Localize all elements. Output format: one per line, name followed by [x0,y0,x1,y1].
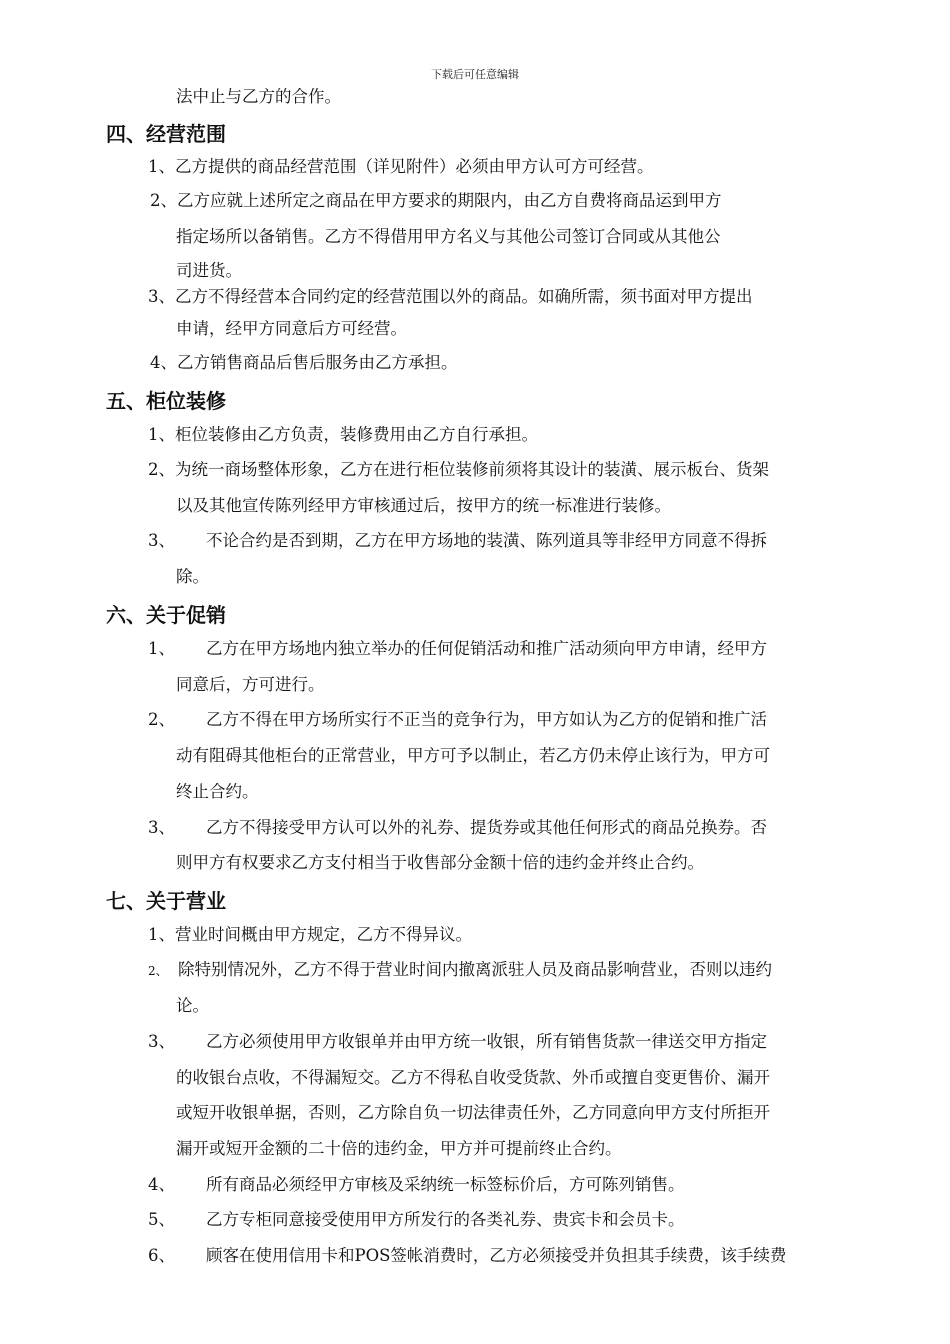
s7-item-2-line-2: 论。 [176,996,209,1015]
s7-item-6-text: 顾客在使用信用卡和POS签帐消费时，乙方必须接受并负担其手续费，该手续费 [206,1246,787,1265]
s7-item-5-text: 乙方专柜同意接受使用甲方所发行的各类礼券、贵宾卡和会员卡。 [206,1210,685,1229]
s7-item-6 [148,1245,786,1267]
s6-item-2-text: 乙方不得在甲方场所实行不正当的竞争行为，甲方如认为乙方的促销和推广活 [206,710,767,729]
s7-item-3-line-4: 漏开或短开金额的二十倍的违约金，甲方并可提前终止合约。 [176,1139,622,1158]
s7-item-2-number: 2、 [148,964,168,978]
s6-item-2-line-1 [148,709,767,731]
s7-item-4 [148,1174,685,1196]
section-5-heading: 五、柜位装修 [106,389,226,413]
s7-item-3-text: 乙方必须使用甲方收银单并由甲方统一收银，所有销售货款一律送交甲方指定 [206,1032,767,1051]
s7-item-4-text: 所有商品必须经甲方审核及采纳统一标签标价后，方可陈列销售。 [206,1175,685,1194]
s5-item-3-number: 3、 [148,531,175,550]
s5-item-3-text: 不论合约是否到期，乙方在甲方场地的装潢、陈列道具等非经甲方同意不得拆 [206,531,767,550]
s4-item-2-line-1: 2、乙方应就上述所定之商品在甲方要求的期限内，由乙方自费将商品运到甲方 [150,191,722,210]
s4-item-1: 1、乙方提供的商品经营范围（详见附件）必须由甲方认可方可经营。 [148,157,654,176]
s6-item-2-number: 2、 [148,710,175,729]
s6-item-1-line-1 [148,638,767,660]
s5-item-1: 1、柜位装修由乙方负责，装修费用由乙方自行承担。 [148,425,538,444]
s4-item-4: 4、乙方销售商品后售后服务由乙方承担。 [150,353,458,372]
s7-item-3-line-1 [148,1031,767,1053]
s7-item-6-number: 6、 [148,1246,175,1265]
s4-item-2-line-3: 司进货。 [176,261,242,280]
s6-item-1-line-2: 同意后，方可进行。 [176,675,325,694]
s7-item-2-line-1 [148,959,772,982]
page-header: 下载后可任意编辑 [431,68,519,81]
s5-item-3-line-2: 除。 [176,567,209,586]
s6-item-3-number: 3、 [148,818,175,837]
section-6-heading: 六、关于促销 [106,603,226,627]
s6-item-3-line-1 [148,817,767,839]
s7-item-5 [148,1209,685,1231]
s4-item-3-line-1: 3、乙方不得经营本合同约定的经营范围以外的商品。如确所需，须书面对甲方提出 [148,287,753,306]
s7-item-2-text: 除特别情况外，乙方不得于营业时间内撤离派驻人员及商品影响营业，否则以违约 [178,960,772,979]
s4-item-3-line-2: 申请，经甲方同意后方可经营。 [176,319,407,338]
s7-item-4-number: 4、 [148,1175,175,1194]
section-7-heading: 七、关于营业 [106,889,226,913]
s7-item-3-number: 3、 [148,1032,175,1051]
s5-item-2-line-1: 2、为统一商场整体形象，乙方在进行柜位装修前须将其设计的装潢、展示板台、货架 [148,460,769,479]
s7-item-5-number: 5、 [148,1210,175,1229]
s4-item-2-line-2: 指定场所以备销售。乙方不得借用甲方名义与其他公司签订合同或从其他公 [176,227,721,246]
intro-line: 法中止与乙方的合作。 [176,87,341,106]
s7-item-3-line-3: 或短开收银单据，否则，乙方除自负一切法律责任外，乙方同意向甲方支付所拒开 [176,1103,770,1122]
s6-item-2-line-3: 终止合约。 [176,782,259,801]
s6-item-1-text: 乙方在甲方场地内独立举办的任何促销活动和推广活动须向甲方申请，经甲方 [206,639,767,658]
s6-item-3-text: 乙方不得接受甲方认可以外的礼券、提货券或其他任何形式的商品兑换券。否 [206,818,767,837]
s6-item-2-line-2: 动有阻碍其他柜台的正常营业，甲方可予以制止，若乙方仍未停止该行为，甲方可 [176,746,770,765]
section-4-heading: 四、经营范围 [106,122,226,146]
s7-item-1: 1、营业时间概由甲方规定，乙方不得异议。 [148,925,472,944]
s5-item-2-line-2: 以及其他宣传陈列经甲方审核通过后，按甲方的统一标准进行装修。 [176,496,671,515]
s7-item-3-line-2: 的收银台点收，不得漏短交。乙方不得私自收受货款、外币或擅自变更售价、漏开 [176,1068,770,1087]
s5-item-3-line-1 [148,530,767,552]
s6-item-1-number: 1、 [148,639,175,658]
s6-item-3-line-2: 则甲方有权要求乙方支付相当于收售部分金额十倍的违约金并终止合约。 [176,853,704,872]
